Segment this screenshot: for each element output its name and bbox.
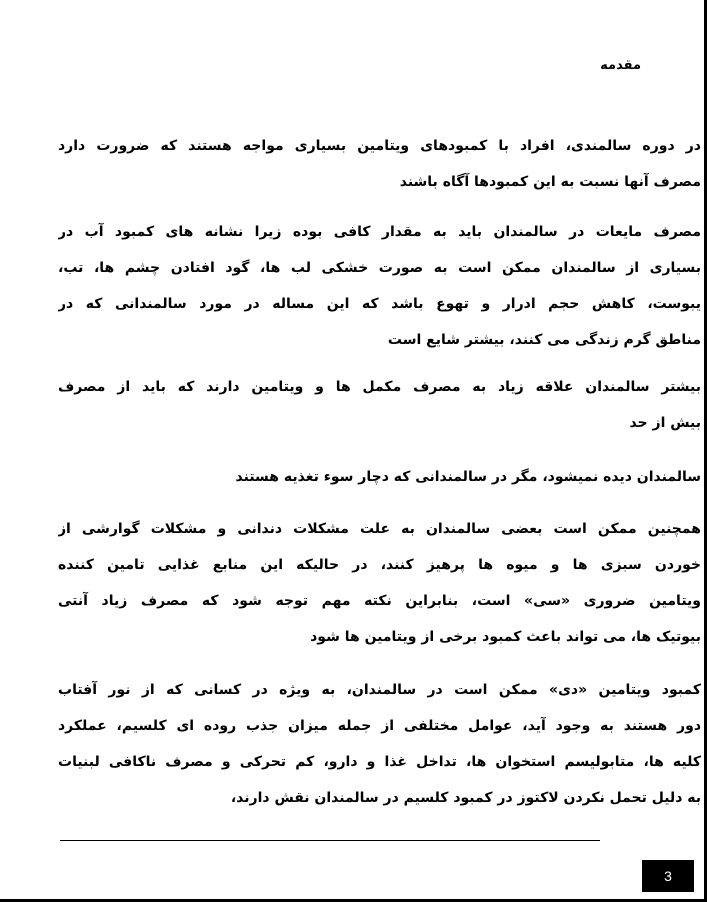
text-line: مناطق گرم زندگی می کنند، بیشتر شایع است (387, 332, 701, 348)
text-line: سالمندان دیده نمیشود، مگر در سالمندانی که دچار سوء تغذیه هستند (235, 469, 701, 485)
body-text (58, 128, 701, 816)
text-line: بسیاری از سالمندان ممکن است به صورت خشکی لب ها، گود افتادن چشم ها، تب، (58, 260, 701, 276)
paragraph-vitamin-deficiency-intro (58, 128, 701, 200)
text-line: مصرف آنها نسبت به این کمبودها آگاه باشند (399, 174, 701, 190)
text-line: خوردن سبزی ها و میوه ها پرهیز کنند، در حالیکه این منابع غذایی تامین کننده (58, 557, 701, 573)
text-line: دور هستند به وجود آید، عوامل مختلفی از جمله میزان جذب روده ای کلسیم، عملکرد (58, 718, 701, 734)
paragraph-fluid-intake (58, 214, 701, 358)
paragraph-dental-digestive (58, 511, 701, 655)
text-line: کلیه ها، متابولیسم استخوان ها، تداخل غذا و دارو، کم تحرکی و مصرف ناکافی لبنیات (58, 754, 701, 770)
text-line: همچنین ممکن است بعضی سالمندان به علت مشکلات دندانی و مشکلات گوارشی از (58, 521, 701, 537)
paragraph-supplements (58, 369, 701, 441)
text-line: در دوره سالمندی، افراد با کمبودهای ویتامین بسیاری مواجه هستند که ضرورت دارد (58, 138, 701, 154)
paragraph-vitamin-d (58, 672, 701, 816)
paragraph-malnutrition (58, 459, 701, 495)
text-line: بیشتر سالمندان علاقه زیاد به مصرف مکمل ها و ویتامین دارند که باید از مصرف (58, 379, 701, 395)
footer-rule (60, 840, 600, 841)
text-line: مصرف مایعات در سالمندان باید به مقدار کافی بوده زیرا نشانه های کمبود آب در (58, 224, 701, 240)
text-line: ویتامین ضروری «سی» است، بنابراین نکته مهم توجه شود که مصرف زیاد آنتی (58, 593, 701, 609)
page-heading: مقدمه (600, 58, 641, 73)
text-line: بیش از حد (629, 415, 701, 431)
text-line: به دلیل تحمل نکردن لاکتوز در کمبود کلسیم در سالمندان نقش دارند، (230, 790, 701, 806)
page-number: 3 (642, 860, 694, 892)
text-line: بیوتیک ها، می تواند باعث کمبود برخی از ویتامین ها شود (310, 629, 701, 645)
text-line: یبوست، کاهش حجم ادرار و تهوع باشد که این مساله در مورد سالمندانی که در (58, 296, 701, 312)
text-line: کمبود ویتامین «دی» ممکن است در سالمندان، به ویژه در کسانی که از نور آفتاب (58, 682, 701, 698)
